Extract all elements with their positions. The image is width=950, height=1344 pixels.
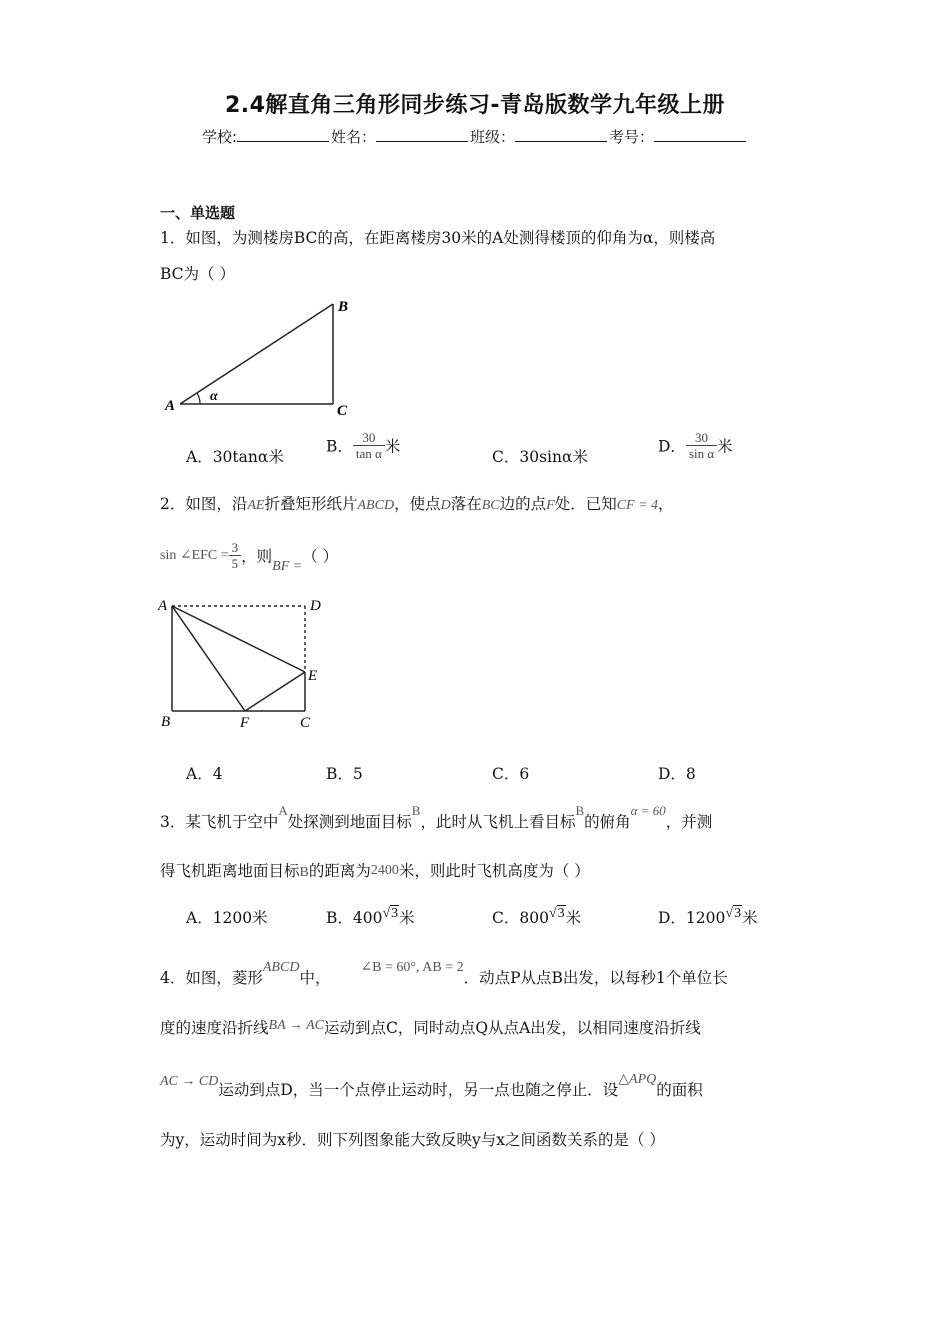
q2-bc: BC [481, 498, 500, 513]
q2-text-3: ，使点 [394, 495, 441, 513]
q3-option-c-unit: 米 [565, 909, 582, 927]
q2-label-e: E [308, 668, 318, 684]
q2-text-8: ，则 [241, 547, 273, 566]
class-label: 班级： [470, 128, 516, 146]
q3-option-c-rad: 3 [557, 906, 565, 921]
q3-option-b-label: B．400 [326, 909, 383, 927]
q1-option-b-num: 30 [362, 430, 376, 445]
q3-option-d-rad: 3 [734, 906, 742, 921]
q1-option-b[interactable] [326, 430, 400, 461]
q2-text-9: （ ） [302, 547, 339, 566]
q4-text-3: ．动点P从点B出发，以每秒1个单位长 [463, 969, 728, 987]
q2-option-d[interactable]: D．8 [658, 765, 696, 783]
q2-line-ae [172, 606, 305, 672]
q4-path1: BA → AC [268, 1018, 325, 1033]
q3-option-c-label: C．800 [492, 909, 549, 927]
q2-text-1: 2．如图，沿 [160, 495, 248, 513]
q4-text-5: 运动到点C，同时动点Q从点A出发，以相同速度沿折线 [324, 1019, 701, 1037]
q3-option-d-label: D．1200 [658, 909, 726, 927]
q1-option-b-label: B． [326, 437, 353, 456]
q2-line1 [160, 492, 674, 514]
q1-option-c[interactable]: C．30sinα米 [492, 448, 588, 466]
q4-line4: 为y，运动时间为x秒．则下列图象能大致反映y与x之间函数关系的是（ ） [160, 1131, 665, 1149]
q2-bf: BF = [272, 558, 303, 574]
q1-label-b: B [338, 299, 349, 315]
q2-line-fe [245, 672, 305, 711]
q3-text-5: ，并测 [665, 813, 713, 831]
q2-line-af [172, 606, 245, 711]
q4-text-4: 度的速度沿折线 [160, 1019, 269, 1037]
q2-option-c[interactable]: C．6 [492, 765, 530, 783]
page-title: 2.4解直角三角形同步练习-青岛版数学九年级上册 [224, 93, 726, 118]
q3-text-4: 的俯角 [584, 813, 631, 831]
q2-label-b: B [161, 714, 171, 730]
q4-line1 [160, 960, 728, 988]
q2-text-2: 折叠矩形纸片 [264, 495, 358, 513]
name-label: 姓名： [331, 128, 377, 146]
q2-d: D [440, 498, 451, 513]
q3-b2: B [575, 803, 585, 818]
q3-text-8: 米，则此时飞机高度为（ ） [398, 862, 590, 880]
number-blank[interactable] [654, 127, 746, 142]
q1-label-c: C [337, 403, 348, 415]
q3-option-d-unit: 米 [742, 909, 758, 927]
q3-a: A [278, 803, 288, 818]
q2-sin: sin ∠EFC = [160, 548, 229, 563]
q2-text-7: ， [658, 495, 674, 513]
q3-b3: B [299, 865, 309, 880]
q1-line-ab [180, 304, 333, 404]
q1-line1: 1．如图，为测楼房BC的高，在距离楼房30米的A处测得楼顶的仰角为α，则楼高 [160, 229, 716, 247]
q2-text-5: 边的点 [499, 495, 547, 513]
q3-option-c[interactable] [492, 906, 581, 928]
q2-label-f: F [240, 715, 250, 731]
q2-label-d: D [310, 598, 321, 614]
q3-line2 [160, 859, 590, 881]
q2-line2 [160, 540, 339, 574]
student-info-line [0, 126, 950, 147]
q2-cf: CF = 4 [616, 498, 659, 513]
q1-option-a[interactable]: A．30tanα米 [186, 448, 284, 466]
q2-option-b[interactable]: B．5 [326, 765, 363, 783]
q1-option-d-den: sin α [686, 445, 717, 461]
q3-text-3: ，此时从飞机上看目标 [420, 813, 576, 831]
q4-text-6: 运动到点D，当一个点停止运动时，另一点也随之停止．设 [218, 1081, 619, 1099]
q4-path2: AC → CD [160, 1074, 219, 1089]
q4-text-7: 的面积 [656, 1081, 703, 1099]
q4-tri: △APQ [618, 1072, 657, 1087]
q3-option-b[interactable] [326, 906, 415, 928]
q4-line3 [160, 1072, 703, 1100]
q3-option-b-rad: 3 [391, 906, 399, 921]
q2-sin-den: 5 [229, 555, 242, 571]
section-heading: 一、单选题 [160, 204, 236, 222]
q1-option-d[interactable] [658, 430, 733, 461]
q3-alpha: α = 60 [630, 803, 666, 818]
number-label: 考号： [609, 128, 655, 146]
q3-option-d[interactable] [658, 906, 758, 928]
q3-text-7: 的距离为 [308, 862, 371, 880]
q3-option-a[interactable]: A．1200米 [186, 909, 268, 927]
q1-option-d-label: D． [658, 437, 686, 456]
q1-line2: BC为（ ） [160, 265, 235, 283]
q1-option-b-den: tan α [353, 445, 385, 461]
q1-angle-arc [197, 393, 200, 404]
q2-figure [155, 593, 335, 733]
q2-sin-fraction [229, 540, 242, 571]
school-blank[interactable] [237, 127, 329, 142]
q2-label-c: C [300, 715, 311, 731]
class-blank[interactable] [515, 127, 607, 142]
q1-option-d-unit: 米 [717, 437, 733, 456]
q3-option-c-sqrt: √3 [548, 906, 565, 921]
q2-ae: AE [247, 498, 265, 513]
q4-line2 [160, 1016, 701, 1038]
q3-dist: 2400 [370, 863, 399, 878]
q1-figure [155, 290, 365, 415]
q3-text-2: 处探测到地面目标 [287, 813, 412, 831]
q3-line1 [160, 803, 713, 832]
q4-cond: ∠B = 60°, AB = 2 [360, 960, 464, 975]
q2-abcd: ABCD [357, 498, 395, 513]
name-blank[interactable] [376, 127, 468, 142]
school-label: 学校: [201, 128, 237, 146]
q3-option-b-sqrt: √3 [382, 906, 399, 921]
q1-option-d-num: 30 [695, 430, 709, 445]
q3-text-1: 3．某飞机于空中 [160, 813, 279, 831]
q3-option-b-unit: 米 [399, 909, 415, 927]
q1-label-a: A [165, 398, 176, 414]
q3-option-d-sqrt: √3 [725, 906, 742, 921]
q4-text-1: 4．如图，菱形 [160, 969, 263, 987]
q4-text-2: 中， [299, 969, 331, 987]
q2-label-a: A [158, 598, 168, 614]
q3-b1: B [411, 803, 421, 818]
q2-option-a[interactable]: A．4 [186, 765, 223, 783]
q3-text-6: 得飞机距离地面目标 [160, 862, 300, 880]
q1-label-alpha: α [210, 389, 218, 404]
q2-f: F [546, 498, 555, 513]
q1-option-d-fraction [686, 430, 717, 461]
q2-text-4: 落在 [450, 495, 482, 513]
q2-text-6: 处．已知 [554, 495, 617, 513]
q1-option-b-unit: 米 [384, 437, 401, 456]
q1-option-b-fraction [353, 430, 385, 461]
q4-abcd: ABCD [262, 960, 300, 975]
q2-sin-num: 3 [231, 540, 239, 555]
